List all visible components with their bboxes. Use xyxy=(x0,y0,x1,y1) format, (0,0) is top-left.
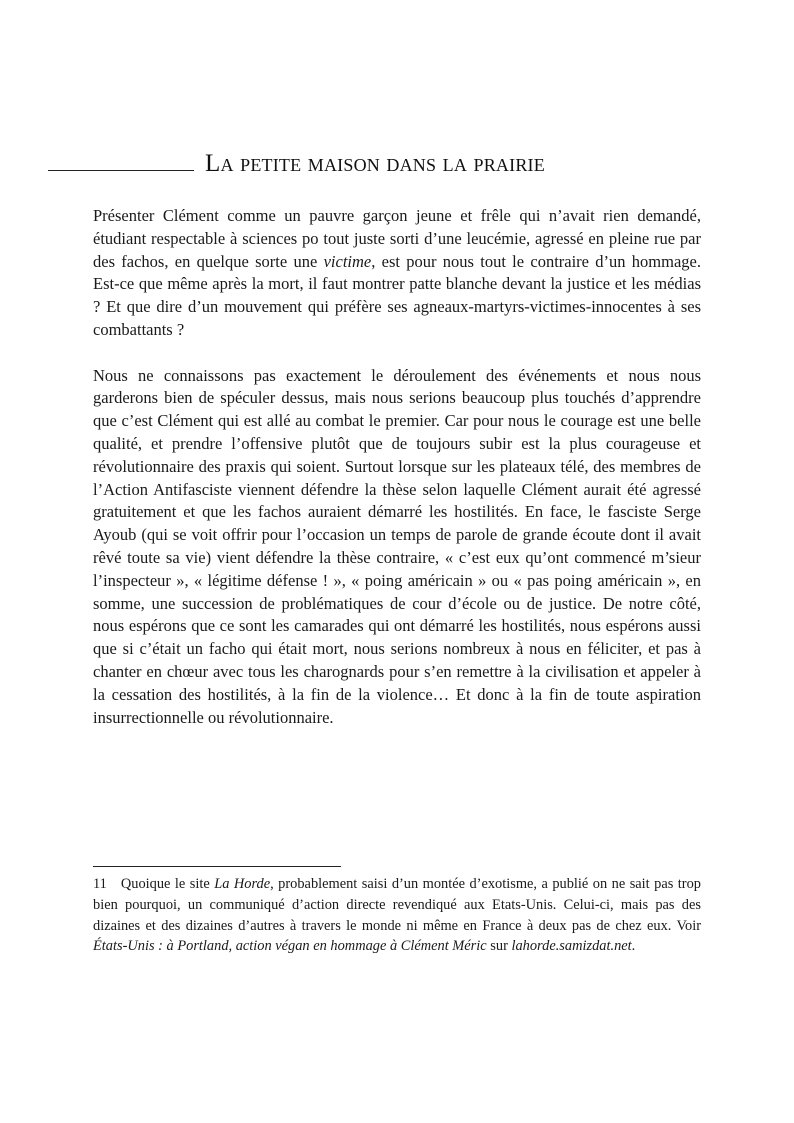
paragraph-1-emphasis: victime xyxy=(323,251,372,271)
footnote-part-3: sur xyxy=(486,938,512,955)
footnote-part-2: , probablement saisi d’un montée d’exotisme, a publié on ne sait pas trop bien pourquoi, un communiqué d’action directe revendiqué aux Etats-Unis. Celui-ci, mais pas des dizaines et des dizaines d’autres à travers le monde ni même en France à deux pas de chez eux. Voir xyxy=(93,876,701,934)
footnote-part-4: . xyxy=(631,938,636,955)
footnote-site-url: lahorde.samizdat.net xyxy=(511,938,632,955)
paragraph-2: Nous ne connaissons pas exactement le déroulement des événements et nous nous garderons bien de spéculer dessus, mais nous serions beaucoup plus touchés d’apprendre que c’est Clément qui est allé au combat le premier. Car pour nous le courage est une belle qualité, et prendre l’offensive plutôt que de toujours subir est la plus courageuse et révolutionnaire des praxis qui soient. Surtout lorsque sur les plateaux télé, des membres de l’Action Antifasciste viennent défendre la thèse selon laquelle Clément aurait été agressé gratuitement et que les fachos auraient démarré les hostilités. En face, le fasciste Serge Ayoub (qui se voit offrir pour l’occasion un temps de parole de grande écoute dont il avait rêvé toute sa vie) vient défendre la thèse contraire, « c’est eux qu’ont commencé m’sieur l’inspecteur », « légitime défense ! », « poing américain » ou « pas poing américain », en somme, une succession de problématiques de cour d’école ou de justice. De notre côté, nous espérons que ce sont les camarades qui ont démarré les hostilités, nous espérons aussi que si c’était un facho qui était mort, nous serions nombreux à nous en féliciter, et pas à chanter en chœur avec tous les charognards pour s’en remettre à la civilisation et appeler à la cessation des hostilités, à la fin de la violence… Et donc à la fin de toute aspiration insurrectionnelle ou révolutionnaire. xyxy=(93,365,701,727)
section-title: La petite maison dans la prairie xyxy=(205,150,545,177)
paragraph-1-part-2: , est pour nous tout le contraire d’un hommage. Est-ce que même après la mort, il faut montrer patte blanche devant la justice et les médias ? Et que dire d’un mouvement qui préfère ses agneaux-martyrs-victimes-innocentes à ses combattants ? xyxy=(93,251,702,339)
footnote-number: 11 xyxy=(93,876,107,892)
title-rule xyxy=(48,170,194,171)
paragraph-1-part-1: Présenter Clément comme un pauvre garçon jeune et frêle qui n’avait rien demandé, étudiant respectable à sciences po tout juste sorti d’une leucémie, agressé en pleine rue par des fachos, en quelque sorte une xyxy=(93,206,701,271)
footnote-site-name: La Horde xyxy=(214,876,271,892)
paragraph-1 xyxy=(93,205,701,342)
footnote xyxy=(93,874,701,957)
footnote-article-title: États-Unis : à Portland, action végan en hommage à Clément Méric xyxy=(93,938,487,955)
footnote-rule xyxy=(93,866,341,867)
footnote-part-1: Quoique le site xyxy=(120,876,215,892)
body-text xyxy=(93,205,701,752)
